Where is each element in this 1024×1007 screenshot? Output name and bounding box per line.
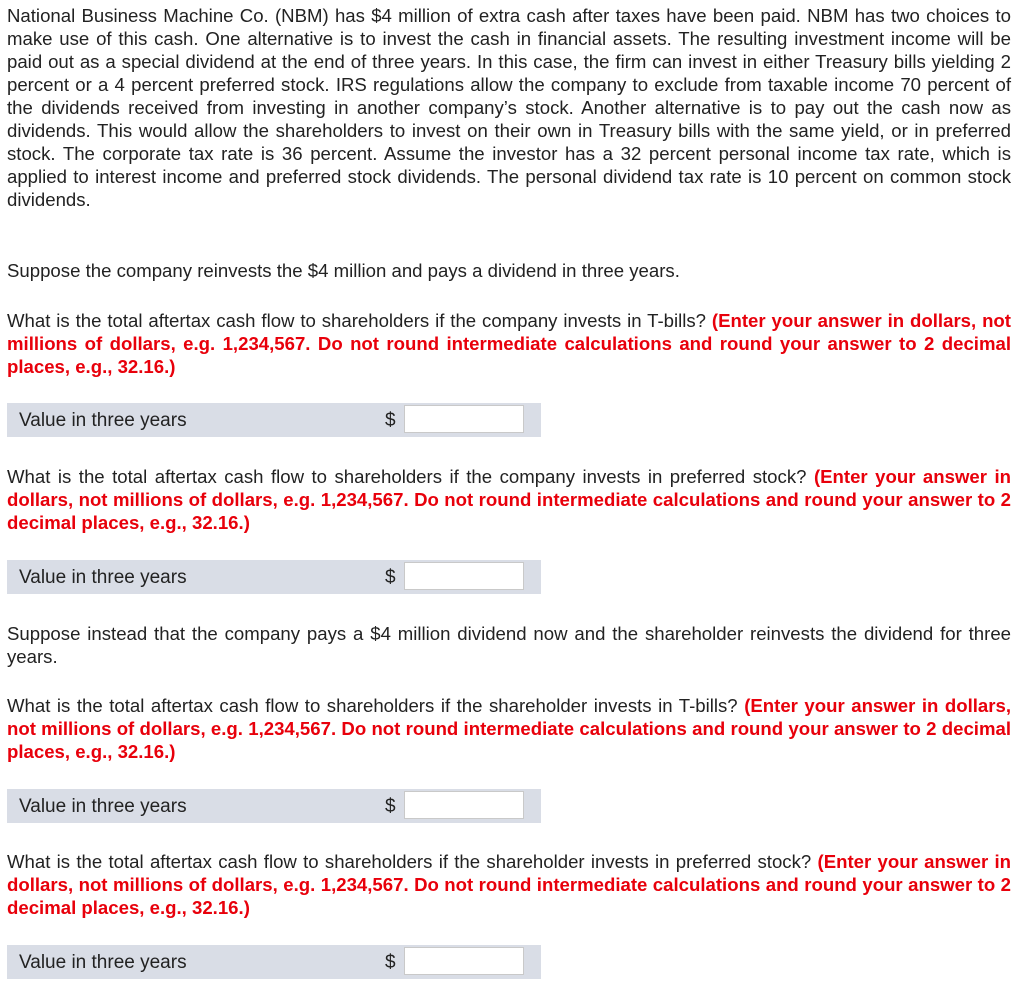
question-text: What is the total aftertax cash flow to shareholders if the company invests in preferred stock? <box>7 466 807 487</box>
answer-label: Value in three years <box>19 410 187 431</box>
answer-input-4[interactable] <box>404 947 524 975</box>
question-1 <box>7 309 1011 378</box>
answer-row-1 <box>7 403 541 437</box>
question-instruction: (Enter your answer in dollars, not millions of dollars, e.g. 1,234,567. Do not round intermediate calculations and round your answer to 2 decimal places, e.g., 32.16.) <box>7 310 1011 377</box>
scenario-shareholder-reinvests: Suppose instead that the company pays a $4 million dividend now and the shareholder reinvests the dividend for three years. <box>7 623 1011 667</box>
scenario-company-reinvests: Suppose the company reinvests the $4 million and pays a dividend in three years. <box>7 260 680 281</box>
question-4 <box>7 850 1011 919</box>
answer-label: Value in three years <box>19 796 187 817</box>
question-text: What is the total aftertax cash flow to shareholders if the company invests in T-bills? <box>7 310 707 331</box>
question-instruction: (Enter your answer in dollars, not millions of dollars, e.g. 1,234,567. Do not round intermediate calculations and round your answer to 2 decimal places, e.g., 32.16.) <box>7 695 1011 762</box>
currency-symbol: $ <box>385 952 396 973</box>
answer-input-3[interactable] <box>404 791 524 819</box>
currency-symbol: $ <box>385 567 396 588</box>
answer-input-1[interactable] <box>404 405 524 433</box>
answer-input-2[interactable] <box>404 562 524 590</box>
question-text: What is the total aftertax cash flow to shareholders if the shareholder invests in T-bills? <box>7 695 738 716</box>
answer-row-2 <box>7 560 541 594</box>
question-text: What is the total aftertax cash flow to shareholders if the shareholder invests in preferred stock? <box>7 851 812 872</box>
answer-label: Value in three years <box>19 952 187 973</box>
question-2 <box>7 465 1011 534</box>
question-3 <box>7 694 1011 763</box>
answer-label: Value in three years <box>19 567 187 588</box>
answer-row-4 <box>7 945 541 979</box>
question-instruction: (Enter your answer in dollars, not millions of dollars, e.g. 1,234,567. Do not round intermediate calculations and round your answer to 2 decimal places, e.g., 32.16.) <box>7 466 1011 533</box>
currency-symbol: $ <box>385 410 396 431</box>
answer-row-3 <box>7 789 541 823</box>
currency-symbol: $ <box>385 796 396 817</box>
question-instruction: (Enter your answer in dollars, not millions of dollars, e.g. 1,234,567. Do not round intermediate calculations and round your answer to 2 decimal places, e.g., 32.16.) <box>7 851 1011 918</box>
problem-intro: National Business Machine Co. (NBM) has $4 million of extra cash after taxes have been paid. NBM has two choices to make use of this cash. One alternative is to invest the cash in financial assets. The resulting investment income will be paid out as a special dividend at the end of three years. In this case, the firm can invest in either Treasury bills yielding 2 percent or a 4 percent preferred stock. IRS regulations allow the company to exclude from taxable income 70 percent of the dividends received from investing in another company’s stock. Another alternative is to pay out the cash now as dividends. This would allow the shareholders to invest on their own in Treasury bills with the same yield, or in preferred stock. The corporate tax rate is 36 percent. Assume the investor has a 32 percent personal income tax rate, which is applied to interest income and preferred stock dividends. The personal dividend tax rate is 10 percent on common stock dividends. <box>7 5 1011 210</box>
